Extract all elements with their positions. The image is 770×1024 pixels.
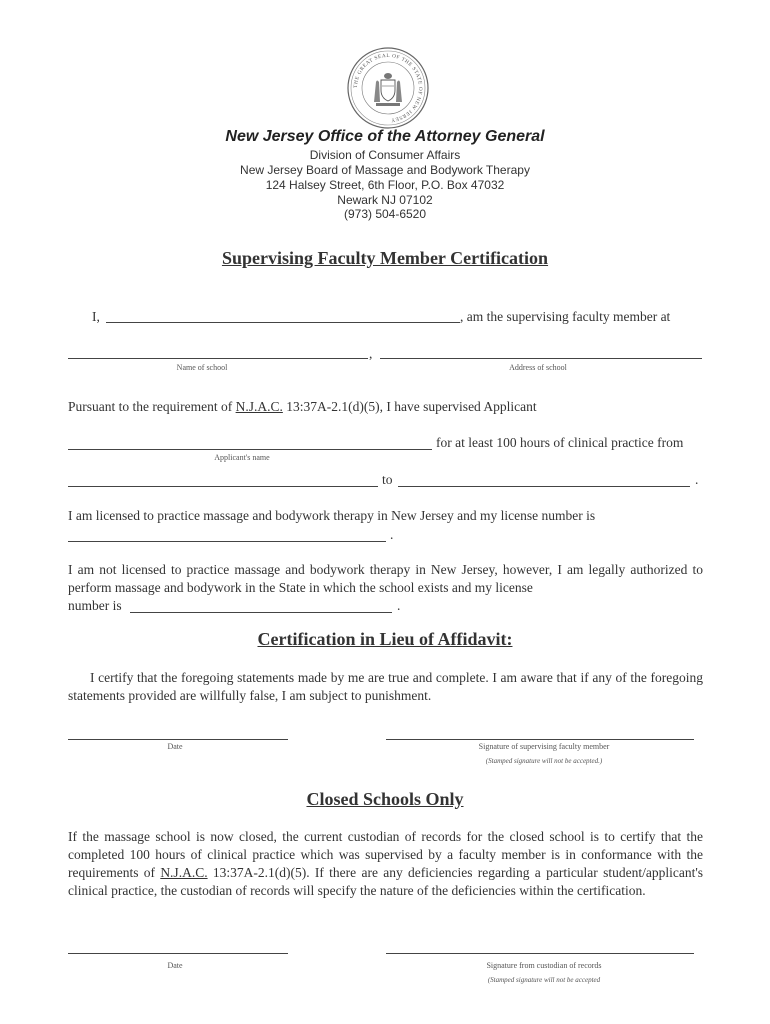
street-line: 124 Halsey Street, 6th Floor, P.O. Box 47032 — [265, 178, 505, 192]
office-title: New Jersey Office of the Attorney General — [225, 128, 545, 145]
custodian-stamped-note: (Stamped signature will not be accepted — [487, 976, 601, 984]
licensed-period: . — [390, 527, 394, 542]
hours-text: for at least 100 hours of clinical practice from — [436, 435, 684, 450]
custodian-date-caption: Date — [167, 961, 183, 970]
closed-njac-reference: N.J.A.C. — [160, 865, 208, 880]
not-licensed-text: I am not licensed to practice massage and bodywork therapy in New Jersey, however, I am legally authorized to perform massage and bodywork in the State in which the school exists and my license — [68, 562, 703, 595]
custodian-signature-field[interactable] — [386, 953, 694, 954]
pursuant-text: Pursuant to the requirement of N.J.A.C. 13:37A-2.1(d)(5), I have supervised Applicant — [68, 399, 537, 414]
to-label: to — [382, 472, 393, 487]
to-period: . — [695, 472, 699, 487]
number-is-label: number is — [68, 598, 122, 613]
applicant-name-field[interactable] — [68, 449, 432, 450]
intro-i: I, — [92, 309, 100, 324]
custodian-signature-caption: Signature from custodian of records — [486, 961, 602, 970]
city-line: Newark NJ 07102 — [337, 193, 433, 207]
intro-supervising-text: , am the supervising faculty member at — [460, 309, 671, 324]
svg-text:THE GREAT SEAL OF THE STATE OF: THE GREAT SEAL OF THE STATE OF NEW JERSEY — [352, 52, 424, 123]
state-seal-logo — [346, 46, 430, 130]
licensed-text: I am licensed to practice massage and bodywork therapy in New Jersey and my license number is — [68, 508, 596, 523]
affidavit-date-field[interactable] — [68, 739, 288, 740]
phone-line: (973) 504-6520 — [343, 207, 427, 221]
faculty-signature-caption: Signature of supervising faculty member — [478, 742, 610, 751]
affidavit-title: Certification in Lieu of Affidavit: — [257, 629, 513, 649]
faculty-signature-field[interactable] — [386, 739, 694, 740]
affidavit-date-caption: Date — [167, 742, 183, 751]
name-of-school-caption: Name of school — [176, 363, 228, 372]
custodian-date-field[interactable] — [68, 953, 288, 954]
njac-reference: N.J.A.C. — [235, 399, 283, 414]
applicants-name-caption: Applicant's name — [214, 453, 270, 462]
school-address-field[interactable] — [380, 358, 702, 359]
form-title: Supervising Faculty Member Certification — [221, 248, 549, 268]
affidavit-text: I certify that the foregoing statements made by me are true and complete. I am aware that if any of the foregoing statements provided are willfully false, I am subject to punishment. — [68, 670, 703, 703]
nj-license-number-field[interactable] — [68, 541, 386, 542]
closed-schools-text: If the massage school is now closed, the current custodian of records for the closed school is to certify that the completed 100 hours of clinical practice which was supervised by a faculty member is in conformance with the requirements of N.J.A.C. 13:37A-2.1(d)(5). If there are any deficiencies regarding a particular student/applicant's clinical practice, the custodian of records will specify the nature of the deficiencies within the certification. — [68, 829, 704, 898]
faculty-name-field[interactable] — [106, 322, 460, 323]
address-of-school-caption: Address of school — [509, 363, 567, 372]
division-line: Division of Consumer Affairs — [309, 148, 461, 162]
affidavit-stamped-note: (Stamped signature will not be accepted.) — [485, 757, 603, 765]
board-line: New Jersey Board of Massage and Bodywork Therapy — [240, 163, 530, 177]
out-of-state-license-field[interactable] — [130, 612, 392, 613]
school-name-field[interactable] — [68, 358, 368, 359]
not-licensed-period: . — [397, 598, 401, 613]
intro-comma: , — [369, 346, 373, 361]
closed-schools-title: Closed Schools Only — [306, 789, 464, 809]
to-date-field[interactable] — [398, 486, 690, 487]
from-date-field[interactable] — [68, 486, 378, 487]
